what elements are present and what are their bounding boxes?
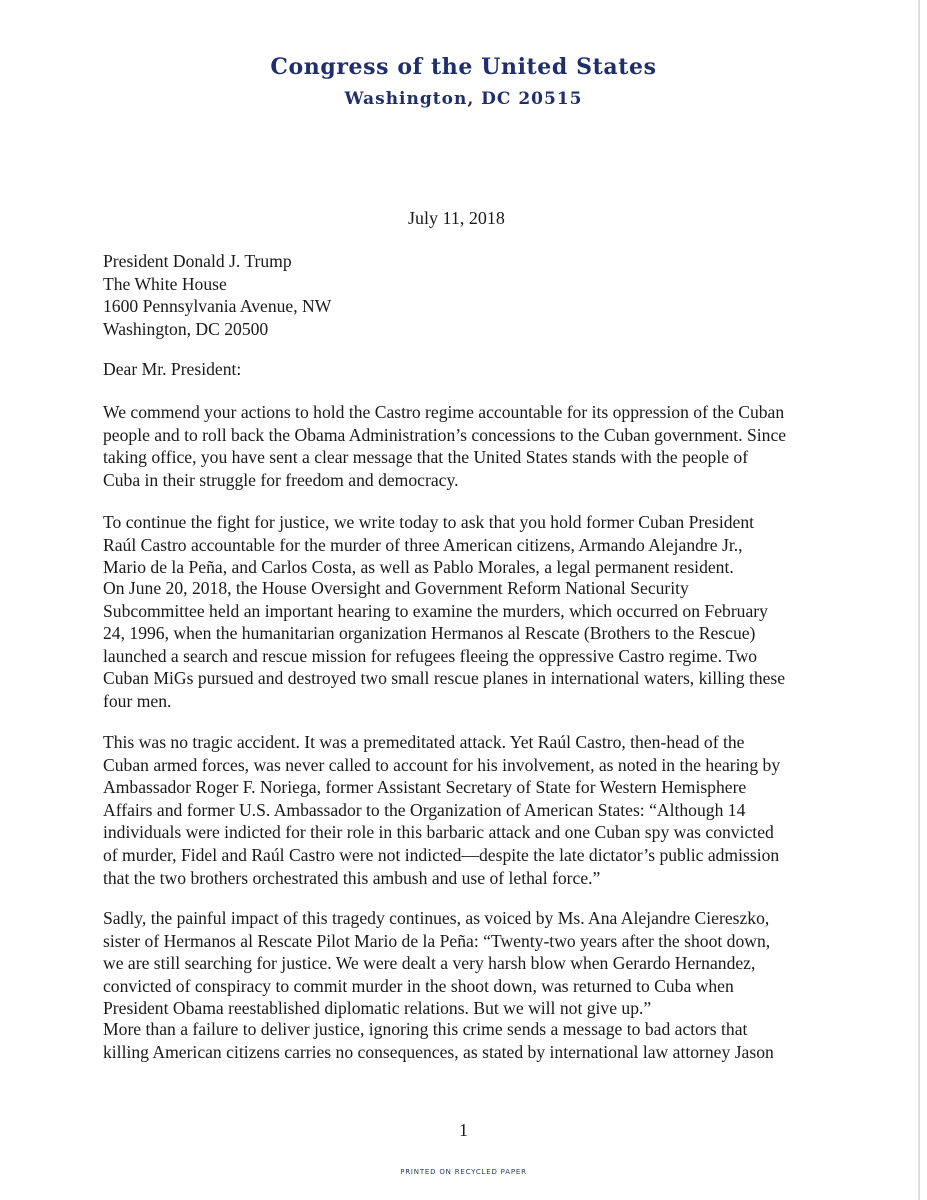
text-line: we are still searching for justice. We were dealt a very harsh blow when Gerardo Hernandez, [103, 953, 756, 974]
text-line: Raúl Castro accountable for the murder of three American citizens, Armando Alejandre Jr., [103, 534, 743, 555]
text-line: 24, 1996, when the humanitarian organization Hermanos al Rescate (Brothers to the Rescue) [103, 623, 756, 644]
text-line: that the two brothers orchestrated this ambush and use of lethal force.” [103, 867, 601, 888]
text-line: To continue the fight for justice, we write today to ask that you hold former Cuban President [103, 512, 755, 532]
text-line: Ambassador Roger F. Noriega, former Assistant Secretary of State for Western Hemisphere [103, 777, 747, 798]
text-line: On June 20, 2018, the House Oversight and Government Reform National Security [103, 578, 689, 598]
text-line: Sadly, the painful impact of this tragedy continues, as voiced by Ms. Ana Alejandre Ciereszko, [103, 908, 770, 928]
addressee-block [103, 250, 823, 340]
paragraph-5 [103, 907, 823, 1020]
addressee-line: Washington, DC 20500 [103, 318, 269, 339]
text-line: Mario de la Peña, and Carlos Costa, as well as Pablo Morales, a legal permanent resident. [103, 557, 734, 578]
page-edge [918, 0, 920, 1200]
text-line: launched a search and rescue mission for refugees fleeing the oppressive Castro regime. Two [103, 645, 758, 666]
letterhead-location: Washington, DC 20515 [344, 89, 583, 109]
text-line: More than a failure to deliver justice, ignoring this crime sends a message to bad actors that [103, 1019, 748, 1039]
paragraph-3 [103, 577, 823, 713]
text-line: people and to roll back the Obama Administration’s concessions to the Cuban government. Since [103, 424, 787, 445]
text-line: Subcommittee held an important hearing to examine the murders, which occurred on February [103, 600, 768, 621]
paragraph-2 [103, 511, 823, 579]
text-line: President Obama reestablished diplomatic relations. But we will not give up.” [103, 998, 652, 1019]
paragraph-1 [103, 401, 823, 491]
text-line: This was no tragic accident. It was a premeditated attack. Yet Raúl Castro, then-head of the [103, 732, 745, 752]
letterhead-title: Congress of the United States [270, 54, 657, 80]
salutation: Dear Mr. President: [103, 359, 242, 379]
text-line: Cuban armed forces, was never called to account for his involvement, as noted in the hearing by [103, 754, 781, 775]
paragraph-4 [103, 731, 823, 889]
text-line: individuals were indicted for their role in this barbaric attack and one Cuban spy was convicted [103, 822, 774, 843]
text-line: Cuba in their struggle for freedom and democracy. [103, 469, 459, 490]
text-line: convicted of conspiracy to commit murder in the shoot down, was returned to Cuba when [103, 975, 734, 996]
addressee-line: President Donald J. Trump [103, 251, 292, 271]
text-line: of murder, Fidel and Raúl Castro were not indicted—despite the late dictator’s public admission [103, 844, 780, 865]
letterhead [0, 52, 927, 112]
addressee-line: The White House [103, 273, 227, 294]
text-line: killing American citizens carries no consequences, as stated by international law attorney Jason [103, 1041, 774, 1062]
letter-date: July 11, 2018 [408, 208, 505, 228]
text-line: taking office, you have sent a clear message that the United States stands with the people of [103, 447, 749, 468]
text-line: We commend your actions to hold the Castro regime accountable for its oppression of the Cuban [103, 402, 785, 422]
text-line: sister of Hermanos al Rescate Pilot Mario de la Peña: “Twenty-two years after the shoot down, [103, 930, 771, 951]
recycled-paper-notice: PRINTED ON RECYCLED PAPER [400, 1168, 527, 1176]
text-line: Cuban MiGs pursued and destroyed two small rescue planes in international waters, killing these [103, 668, 786, 689]
page-number: 1 [459, 1120, 468, 1140]
paragraph-6 [103, 1018, 823, 1063]
text-line: four men. [103, 690, 172, 711]
text-line: Affairs and former U.S. Ambassador to the Organization of American States: “Although 14 [103, 799, 746, 820]
addressee-line: 1600 Pennsylvania Avenue, NW [103, 296, 332, 317]
